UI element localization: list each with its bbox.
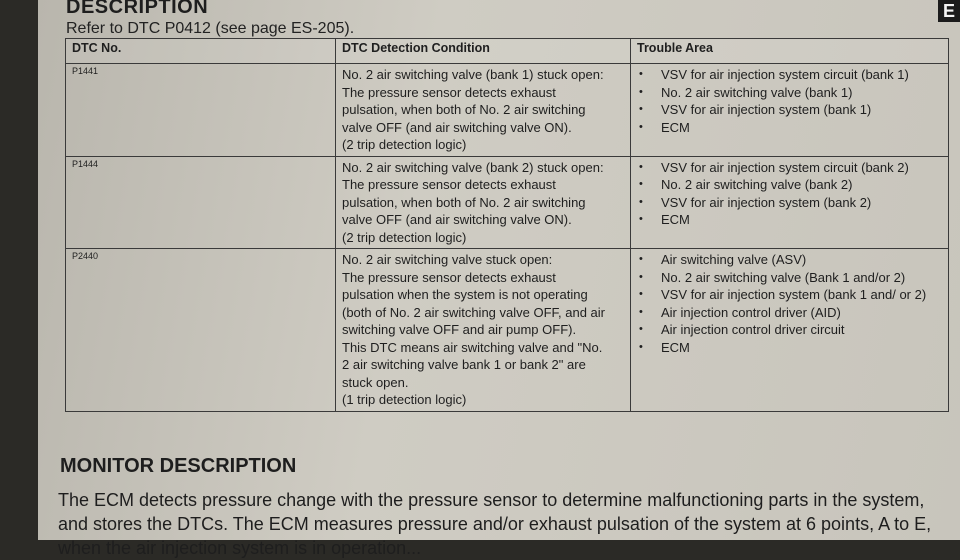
trouble-area-item: • VSV for air injection system (bank 2)	[637, 194, 942, 212]
dtc-code: P2440	[66, 249, 336, 412]
condition-line: The pressure sensor detects exhaust	[342, 84, 556, 100]
trouble-area-cell	[631, 249, 949, 412]
condition-line: This DTC means air switching valve and "No.	[342, 339, 603, 355]
manual-page	[38, 0, 960, 558]
condition-line: valve OFF (and air switching valve ON).	[342, 212, 572, 227]
detection-condition-cell	[336, 64, 631, 157]
trouble-area-item: • ECM	[637, 211, 942, 229]
detection-condition-cell	[336, 249, 631, 412]
trouble-area-item: • No. 2 air switching valve (bank 1)	[637, 84, 942, 102]
trouble-area-item: • No. 2 air switching valve (Bank 1 and/or 2)	[637, 269, 942, 287]
trouble-area-item: • No. 2 air switching valve (bank 2)	[637, 176, 942, 194]
trouble-area-list	[637, 159, 942, 229]
trouble-area-item: • ECM	[637, 339, 942, 357]
trouble-area-item: • Air switching valve (ASV)	[637, 251, 942, 269]
trouble-area-item: • VSV for air injection system circuit (bank 1)	[637, 66, 942, 84]
condition-line: The pressure sensor detects exhaust	[342, 269, 556, 285]
table-row	[66, 64, 949, 157]
trouble-area-list	[637, 251, 942, 356]
trouble-area-cell	[631, 64, 949, 157]
condition-line: No. 2 air switching valve stuck open:	[342, 252, 553, 267]
trouble-area-cell	[631, 156, 949, 249]
refer-note: Refer to DTC P0412 (see page ES-205).	[66, 20, 355, 37]
dtc-table-header-row	[66, 39, 949, 64]
table-row	[66, 249, 949, 412]
section-tab-marker: E	[938, 0, 960, 22]
monitor-description-heading: MONITOR DESCRIPTION	[60, 455, 297, 477]
condition-line: (2 trip detection logic)	[342, 137, 467, 152]
trouble-area-item: • Air injection control driver circuit	[637, 321, 942, 339]
trouble-area-item: • VSV for air injection system (bank 1 and/ or 2)	[637, 286, 942, 304]
condition-line: stuck open.	[342, 374, 409, 390]
trouble-area-item: • ECM	[637, 119, 942, 137]
trouble-area-item: • VSV for air injection system (bank 1)	[637, 101, 942, 119]
dtc-code: P1444	[66, 156, 336, 249]
dtc-table	[65, 38, 949, 412]
condition-line: pulsation when the system is not operating	[342, 287, 588, 302]
condition-line: switching valve OFF and air pump OFF).	[342, 322, 577, 337]
detection-condition-cell	[336, 156, 631, 249]
trouble-area-list	[637, 66, 942, 136]
description-heading: DESCRIPTION	[66, 0, 209, 18]
condition-line: The pressure sensor detects exhaust	[342, 177, 556, 192]
dtc-code: P1441	[66, 64, 336, 157]
dtc-table-body	[66, 64, 949, 412]
condition-line: No. 2 air switching valve (bank 1) stuck open:	[342, 67, 604, 82]
condition-line: No. 2 air switching valve (bank 2) stuck open:	[342, 159, 604, 175]
condition-line: pulsation, when both of No. 2 air switching	[342, 194, 586, 210]
condition-line: valve OFF (and air switching valve ON).	[342, 119, 572, 135]
header-dtc-no: DTC No.	[66, 39, 336, 64]
condition-line: (1 trip detection logic)	[342, 392, 467, 407]
trouble-area-item: • VSV for air injection system circuit (bank 2)	[637, 159, 942, 177]
condition-line: (both of No. 2 air switching valve OFF, and air	[342, 304, 606, 320]
table-row	[66, 156, 949, 249]
condition-line: pulsation, when both of No. 2 air switching	[342, 102, 586, 117]
header-detection-condition: DTC Detection Condition	[336, 39, 631, 64]
header-trouble-area: Trouble Area	[631, 39, 949, 64]
condition-line: (2 trip detection logic)	[342, 229, 467, 245]
monitor-description-text: The ECM detects pressure change with the pressure sensor to determine malfunctioning parts in the system, and stores the DTCs. The ECM measures pressure and/or exhaust pulsation of the system at 6 points, A to E, when the air injection system is in operation...	[58, 490, 932, 558]
trouble-area-item: • Air injection control driver (AID)	[637, 304, 942, 322]
condition-line: 2 air switching valve bank 1 or bank 2" are	[342, 357, 586, 372]
